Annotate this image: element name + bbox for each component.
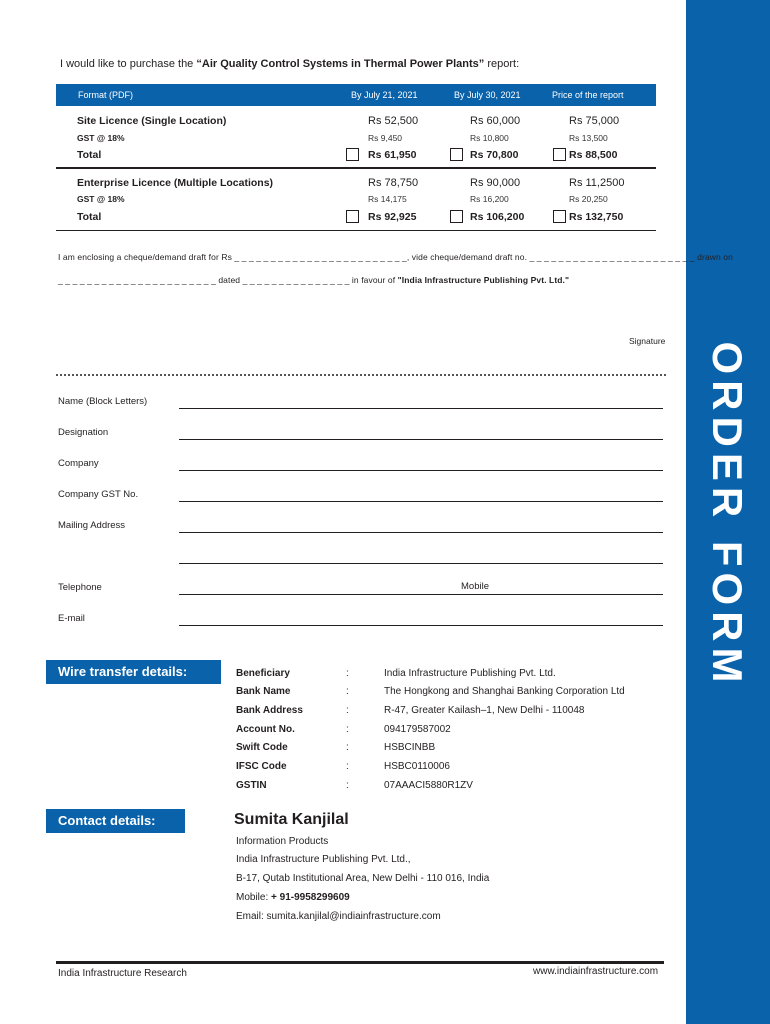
- account-no-label: Account No.: [236, 724, 295, 735]
- header-format: Format (PDF): [78, 90, 133, 100]
- gst-no-field[interactable]: [179, 501, 663, 502]
- payee-name: "India Infrastructure Publishing Pvt. Ltd.": [397, 275, 570, 285]
- ifsc-code-label: IFSC Code: [236, 761, 287, 772]
- mobile-prefix: Mobile:: [236, 892, 269, 903]
- ent-gst-july21: Rs 14,175: [368, 194, 407, 204]
- site-full-checkbox[interactable]: [553, 148, 566, 161]
- ent-total-july21: Rs 92,925: [368, 211, 417, 223]
- footer-website[interactable]: www.indiainfrastructure.com: [533, 966, 659, 977]
- contact-company: India Infrastructure Publishing Pvt. Ltd.,: [236, 854, 411, 865]
- telephone-field[interactable]: [179, 594, 663, 595]
- cut-line: [56, 374, 666, 376]
- enterprise-licence-label: Enterprise Licence (Multiple Locations): [77, 177, 274, 189]
- mobile-number[interactable]: + 91-9958299609: [271, 892, 350, 903]
- account-no-value: 094179587002: [384, 724, 451, 735]
- header-july30: By July 30, 2021: [454, 90, 521, 100]
- ent-price-july30: Rs 90,000: [470, 177, 521, 189]
- bank-name-label: Bank Name: [236, 686, 291, 697]
- site-price-july30: Rs 60,000: [470, 115, 521, 127]
- ent-price-july21: Rs 78,750: [368, 177, 419, 189]
- intro-suffix: report:: [487, 58, 520, 70]
- beneficiary-value: India Infrastructure Publishing Pvt. Ltd.: [384, 668, 556, 679]
- gstin-colon: :: [346, 780, 349, 791]
- address-field-2[interactable]: [179, 563, 663, 564]
- ent-july30-checkbox[interactable]: [450, 210, 463, 223]
- site-total-july30: Rs 70,800: [470, 149, 519, 161]
- mobile-label: Mobile: [461, 581, 489, 592]
- site-licence-label: Site Licence (Single Location): [77, 115, 227, 127]
- order-form-title: ORDER FORM: [704, 341, 751, 689]
- wire-transfer-heading: Wire transfer details:: [46, 660, 221, 684]
- signature-label: Signature: [629, 336, 666, 346]
- gst-no-label: Company GST No.: [58, 489, 139, 500]
- site-gst-july21: Rs 9,450: [368, 133, 403, 143]
- report-title: “Air Quality Control Systems in Thermal Power Plants”: [196, 58, 485, 70]
- address-field-1[interactable]: [179, 532, 663, 533]
- contact-mobile: [236, 892, 350, 903]
- gstin-value: 07AAACI5880R1ZV: [384, 780, 473, 791]
- site-total-july21: Rs 61,950: [368, 149, 417, 161]
- cheque-line-2-text: _ _ _ _ _ _ _ _ _ _ _ _ _ _ _ _ _ _ _ _ _ _ dated _ _ _ _ _ _ _ _ _ _ _ _ _ _ _ in favour of: [58, 275, 396, 285]
- designation-label: Designation: [58, 427, 109, 438]
- contact-department: Information Products: [236, 836, 329, 847]
- header-price: Price of the report: [552, 90, 624, 100]
- beneficiary-label: Beneficiary: [236, 668, 290, 679]
- site-gst-full: Rs 13,500: [569, 133, 608, 143]
- address-label: Mailing Address: [58, 520, 126, 531]
- account-no-colon: :: [346, 724, 349, 735]
- ent-price-full: Rs 11,2500: [569, 177, 625, 189]
- intro-prefix: I would like to purchase the: [60, 58, 194, 70]
- bank-address-label: Bank Address: [236, 705, 303, 716]
- contact-email[interactable]: Email: sumita.kanjilal@indiainfrastructure.com: [236, 911, 441, 922]
- swift-code-value: HSBCINBB: [384, 742, 436, 753]
- telephone-label: Telephone: [58, 582, 102, 593]
- ifsc-code-value: HSBC0110006: [384, 761, 450, 772]
- site-gst-label: GST @ 18%: [77, 133, 125, 143]
- site-total-full: Rs 88,500: [569, 149, 618, 161]
- table-divider: [56, 167, 656, 169]
- contact-name: Sumita Kanjilal: [234, 811, 349, 828]
- name-field[interactable]: [179, 408, 663, 409]
- gstin-label: GSTIN: [236, 780, 267, 791]
- ent-gst-label: GST @ 18%: [77, 194, 125, 204]
- bank-address-colon: :: [346, 705, 349, 716]
- ent-july21-checkbox[interactable]: [346, 210, 359, 223]
- bank-name-value: The Hongkong and Shanghai Banking Corporation Ltd: [384, 686, 625, 697]
- email-field[interactable]: [179, 625, 663, 626]
- email-label: E-mail: [58, 613, 85, 624]
- ent-gst-full: Rs 20,250: [569, 194, 608, 204]
- ent-total-label: Total: [77, 211, 102, 223]
- site-price-july21: Rs 52,500: [368, 115, 419, 127]
- ent-full-checkbox[interactable]: [553, 210, 566, 223]
- ent-total-full: Rs 132,750: [569, 211, 624, 223]
- site-price-full: Rs 75,000: [569, 115, 620, 127]
- bank-name-colon: :: [346, 686, 349, 697]
- bank-address-value: R-47, Greater Kailash–1, New Delhi - 110048: [384, 705, 585, 716]
- site-total-label: Total: [77, 149, 102, 161]
- price-table-header: [56, 84, 656, 106]
- footer-rule: [56, 961, 664, 964]
- name-label: Name (Block Letters): [58, 396, 148, 407]
- swift-code-label: Swift Code: [236, 742, 288, 753]
- intro-text: [60, 58, 519, 70]
- cheque-line-2[interactable]: [58, 275, 569, 285]
- contact-heading: Contact details:: [46, 809, 185, 833]
- company-field[interactable]: [179, 470, 663, 471]
- ent-gst-july30: Rs 16,200: [470, 194, 509, 204]
- site-july30-checkbox[interactable]: [450, 148, 463, 161]
- table-bottom-rule: [56, 230, 656, 231]
- contact-address: B-17, Qutab Institutional Area, New Delhi - 110 016, India: [236, 873, 490, 884]
- footer-publisher: India Infrastructure Research: [58, 968, 187, 979]
- swift-code-colon: :: [346, 742, 349, 753]
- ent-total-july30: Rs 106,200: [470, 211, 525, 223]
- cheque-line-1[interactable]: I am enclosing a cheque/demand draft for Rs _ _ _ _ _ _ _ _ _ _ _ _ _ _ _ _ _ _ _ _ _ _ _ _, vide cheque/demand draft no. _ _ _ _ _ _ _ _ _ _ _ _ _ _ _ _ _ _ _ _ _ _ _ drawn on: [58, 252, 733, 262]
- site-gst-july30: Rs 10,800: [470, 133, 509, 143]
- company-label: Company: [58, 458, 99, 469]
- designation-field[interactable]: [179, 439, 663, 440]
- ifsc-code-colon: :: [346, 761, 349, 772]
- site-july21-checkbox[interactable]: [346, 148, 359, 161]
- beneficiary-colon: :: [346, 668, 349, 679]
- header-july21: By July 21, 2021: [351, 90, 418, 100]
